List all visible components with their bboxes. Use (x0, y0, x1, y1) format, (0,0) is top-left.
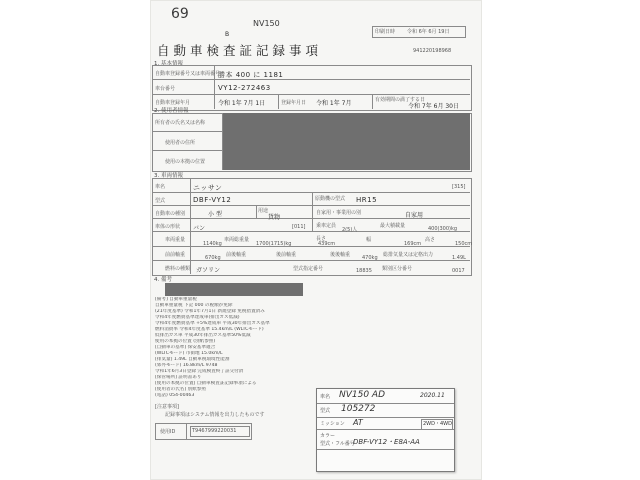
width-label: 幅 (366, 237, 372, 243)
front-rear-label: 前後軸重 (226, 252, 247, 258)
body-value: バン (193, 225, 206, 232)
displacement-label: 総排気量又は定格出力 (383, 252, 434, 258)
model-spec-label: 型式指定番号 (293, 266, 324, 272)
rear-rear-label: 後後軸重 (330, 252, 351, 258)
engine-value: HR15 (356, 196, 378, 204)
private-label: 自家用・事業用の別 (316, 210, 362, 216)
remark-line: [使用者の氏名] 別紙参照 (155, 387, 206, 392)
small-b: B (225, 31, 230, 38)
first-reg-value: 令和 1年 7月 1日 (218, 100, 266, 107)
kind-label: 自動車の種別 (155, 211, 186, 217)
remark-line: [排気量] 1.49L 自動車税環境性能割 (155, 357, 230, 362)
remark-line: (電話) 054-00463 (155, 393, 195, 398)
remark-line: 令和4年度燃費基準達成車(排出ガス低減) (155, 315, 240, 320)
model-note: NV150 (253, 19, 280, 28)
remark-line: [備考] 自動車重量税 (155, 297, 197, 302)
section-remarks-heading: 4. 備考 (154, 277, 172, 283)
sticker-drive-value: 2WD・4WD (423, 421, 452, 427)
remark-line: 使用の本拠の位置 (別紙参照) (155, 339, 216, 344)
sticker-engine-value: DBF-VY12・E8A-AA (353, 438, 420, 446)
section-basic-heading: 1. 基本情報 (154, 61, 183, 67)
reg-number-label: 自動車登録番号又は車両番号 (155, 71, 221, 77)
use-value: 貨物 (268, 214, 281, 221)
weight-value: 1140kg (203, 241, 222, 247)
length-value: 439cm (318, 241, 336, 247)
base-location-label: 使用の本拠の位置 (165, 159, 206, 165)
vin-value: VY12-272463 (218, 84, 271, 92)
private-value: 自家用 (405, 212, 424, 219)
owner-label: 所有者の氏名又は名称 (155, 120, 206, 126)
remark-line: 低排出ガス車 平成30年排出ガス基準50%低減 (155, 333, 251, 338)
guide-label: [注意事項] (155, 404, 179, 410)
sticker-name-value: NV150 AD (339, 390, 386, 400)
remark-line: [保管場所] 証明書あり (155, 375, 202, 380)
front-axle-label: 前前軸重 (165, 252, 186, 258)
section-vehicle-heading: 3. 車両情報 (154, 173, 183, 179)
page-title: 自動車検査証記録事項 (157, 43, 323, 58)
reg-date-label: 登録年月日 (281, 100, 307, 106)
maker-label: 車名 (155, 184, 166, 190)
issue-date-label: 印刷日時 (375, 29, 396, 35)
fuel-label: 燃料の種類 (165, 266, 191, 272)
capacity-label: 乗車定員 (316, 223, 337, 229)
remark-line: (21年度基準) 令和1年7月1日 新規登録 免税措置済み (155, 309, 265, 314)
capacity-value: 2(5)人 (342, 227, 358, 233)
sticker-code-value: 105272 (341, 404, 376, 414)
height-value: 150cm (455, 241, 473, 247)
remark-line: (郊外モード) 16.8km/L 9748 (155, 363, 218, 368)
rear-rear-value: 470kg (362, 255, 378, 261)
remarks-block (155, 297, 320, 399)
sticker-name-label: 車名 (320, 394, 331, 400)
gross-value: 1700(1715)kg (256, 241, 292, 247)
body-label: 車体の形状 (155, 224, 181, 230)
class-label: 類別区分番号 (382, 266, 413, 272)
vin-label: 車台番号 (155, 86, 176, 92)
sticker-date-value: 2020.11 (420, 392, 445, 399)
remark-line: [使用の本拠の位置] 自動車検査証記録事項による (155, 381, 257, 386)
handwritten-sticker (316, 388, 455, 472)
use-label: 用途 (258, 208, 269, 214)
body-code: [011] (292, 224, 306, 230)
width-value: 169cm (404, 241, 422, 247)
sticker-color-label: カラー (320, 433, 336, 439)
expiry-value: 令和 7年 6月 30日 (408, 103, 459, 110)
fuel-value: ガソリン (196, 267, 221, 274)
maker-code: [315] (452, 184, 466, 190)
remark-line: (WLTCモード) 市街地 15.0km/L (155, 351, 223, 356)
remark-line: 令和4年度燃費基準 +5%達成車 平成30年排出ガス基準 (155, 321, 270, 326)
sticker-engine-label: 型式・フル番号 (320, 441, 355, 447)
sticker-trans-label: ミッション (320, 421, 345, 427)
max-load-label: 最大積載量 (380, 223, 406, 229)
redacted-remark (165, 283, 303, 296)
reg-number-value: 勝本 400 に 1181 (218, 71, 284, 79)
model-spec-value: 18835 (356, 268, 372, 274)
type-value: DBF-VY12 (193, 196, 232, 204)
rear-front-label: 後前軸重 (276, 252, 297, 258)
id-label: 使用ID (160, 429, 176, 435)
sticker-trans-value: AT (353, 418, 363, 427)
displacement-value: 1.49L (452, 255, 466, 261)
class-value: 0017 (452, 268, 465, 274)
reg-date-value: 令和 1年 7月 (316, 100, 352, 107)
kind-value: 小 型 (208, 211, 222, 218)
weight-label: 車両重量 (165, 237, 186, 243)
remark-line: 自動車重量税 下記 000 の税額が免除 (155, 303, 233, 308)
engine-label: 原動機の型式 (315, 196, 346, 202)
gross-label: 車両総重量 (224, 237, 250, 243)
remark-line: 燃料消費率 令和4年度基準 15.4km/L (WLTCモード) (155, 327, 264, 332)
guide-text: 記録事項はシステム情報を出力したものです (165, 412, 265, 418)
height-label: 高さ (425, 237, 436, 243)
id-value: T9467999220031 (192, 428, 237, 434)
redacted-owner-info (223, 113, 470, 170)
maker-value: ニッサン (193, 184, 223, 192)
first-reg-label: 自動車登録年月 (155, 100, 191, 106)
remark-line: [自動車の基準] 保安基準適合 (155, 345, 216, 350)
expiry-label: 有効期間の満了する日 (375, 97, 426, 103)
remark-line: 令和1年6月3日登録 完成検査終了証交付済 (155, 369, 244, 374)
front-axle-value: 670kg (205, 255, 221, 261)
issue-date-value: 令和 6年 6月 19日 (407, 29, 450, 35)
user-address-label: 使用者の住所 (165, 140, 196, 146)
type-label: 型式 (155, 198, 166, 204)
section-user-heading: 2. 使用者情報 (154, 108, 189, 114)
sticker-code-label: 型式 (320, 408, 331, 414)
max-load-value: 400(300)kg (428, 226, 458, 232)
corner-number: 69 (171, 6, 189, 22)
length-label: 長さ (316, 236, 327, 242)
document-number: 941220198968 (413, 48, 452, 54)
